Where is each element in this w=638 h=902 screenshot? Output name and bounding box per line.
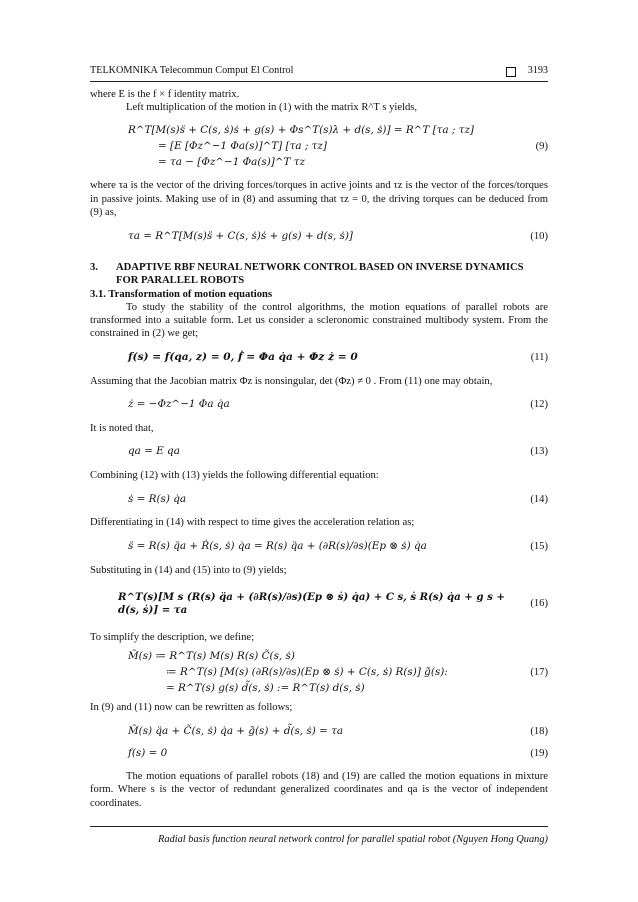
eq19-number: (19) bbox=[530, 747, 548, 759]
eq9-line1: R^T[M(s)s̈ + C(s, ṡ)ṡ + g(s) + Φs^T(s)λ + d(s, ṡ)] = R^T [τa ; τz] bbox=[128, 124, 474, 137]
section-3-number: 3. bbox=[90, 262, 98, 274]
eq10-number: (10) bbox=[530, 230, 548, 242]
equation-18 bbox=[90, 720, 548, 742]
header-right bbox=[506, 65, 548, 78]
running-header bbox=[90, 60, 548, 82]
eq14-body: ṡ = R(s) q̇a bbox=[128, 492, 187, 505]
paragraph-rewritten: In (9) and (11) now can be rewritten as follows; bbox=[90, 701, 293, 713]
paragraph-substituting: Substituting in (14) and (15) into to (9) yields; bbox=[90, 564, 287, 576]
eq15-body: s̈ = R(s) q̈a + Ṙ(s, ṡ) q̇a = R(s) q̈a + (∂R(s)/∂s)(Ep ⊗ ṡ) q̇a bbox=[128, 539, 427, 552]
equation-16 bbox=[90, 587, 548, 621]
equation-12 bbox=[90, 394, 548, 416]
eq17-line2: ≔ R^T(s) [M(s) (∂R(s)/∂s)(Ep ⊗ ṡ) + C(s, ṡ) R(s)] g̃(s): bbox=[166, 665, 448, 678]
section-3-title: ADAPTIVE RBF NEURAL NETWORK CONTROL BASED ON INVERSE DYNAMICS FOR PARALLEL ROBOTS bbox=[116, 262, 524, 287]
eq10-body: τa = R^T[M(s)s̈ + C(s, ṡ)ṡ + g(s) + d(s, ṡ)] bbox=[128, 229, 353, 242]
equation-19 bbox=[90, 742, 548, 764]
paragraph-stability: To study the stability of the control algorithms, the motion equations of parallel robots are transformed into a suitable form. Let us consider a scleronomic constrained multibody system. From the constrained in (2) we get; bbox=[90, 301, 548, 340]
eq17-line1: M̃(s) ≔ R^T(s) M(s) R(s) C̃(s, ṡ) bbox=[128, 649, 295, 662]
equation-10 bbox=[90, 225, 548, 247]
checkbox-square-icon bbox=[506, 67, 516, 77]
journal-name: TELKOMNIKA Telecommun Comput El Control bbox=[90, 65, 294, 77]
subsection-31-title: 3.1. Transformation of motion equations bbox=[90, 288, 273, 300]
equation-15 bbox=[90, 536, 548, 558]
eq16-body: R^T(s)[M s (R(s) q̈a + (∂R(s)/∂s)(Ep ⊗ ṡ) q̇a) + C s, ṡ R(s) q̇a + g s + d(s, ṡ)] = τa bbox=[118, 590, 505, 616]
eq11-body: f(s) = f(qa, z) = 0, ḟ = Φa q̇a + Φz ż = 0 bbox=[128, 350, 358, 363]
paragraph-left-mult: Left multiplication of the motion in (1) with the matrix R^T s yields, bbox=[126, 102, 418, 114]
eq14-number: (14) bbox=[530, 493, 548, 505]
eq13-number: (13) bbox=[530, 446, 548, 458]
eq18-body: M̃(s) q̈a + C̃(s, ṡ) q̇a + g̃(s) + d̃(s, ṡ) = τa bbox=[128, 724, 344, 737]
eq12-number: (12) bbox=[530, 399, 548, 411]
footer-text: Radial basis function neural network control for parallel spatial robot (Nguyen Hong Quang) bbox=[157, 834, 548, 845]
eq9-line3: = τa − [Φz^−1 Φa(s)]^T τz bbox=[158, 156, 306, 169]
eq17-number: (17) bbox=[530, 666, 548, 678]
paragraph-differentiating: Differentiating in (14) with respect to time gives the acceleration relation as; bbox=[90, 517, 415, 529]
running-footer bbox=[90, 826, 548, 846]
paragraph-combining: Combining (12) with (13) yields the following differential equation: bbox=[90, 470, 379, 482]
page-content bbox=[90, 88, 548, 810]
equation-13 bbox=[90, 441, 548, 463]
eq11-number: (11) bbox=[530, 351, 548, 363]
paragraph-torque-vector: where τa is the vector of the driving forces/torques in active joints and τz is the vector of the forces/torques in passive joints. Making use of in (8) and assuming that τz = 0, the driving torques can be deduced from (9) as, bbox=[90, 180, 548, 218]
eq17-line3: = R^T(s) g(s) d̃(s, ṡ) := R^T(s) d(s, ṡ) bbox=[166, 681, 365, 694]
eq16-number: (16) bbox=[530, 598, 548, 610]
equation-14 bbox=[90, 488, 548, 510]
eq13-body: qa = E qa bbox=[128, 445, 180, 458]
eq9-line2: = [E [Φz^−1 Φa(s)]^T] [τa ; τz] bbox=[158, 140, 327, 153]
eq12-body: ż = −Φz^−1 Φa q̇a bbox=[128, 398, 230, 411]
paragraph-noted: It is noted that, bbox=[90, 422, 154, 434]
eq19-body: f(s) = 0 bbox=[128, 746, 168, 759]
equation-9 bbox=[90, 124, 548, 169]
paragraph-identity: where E is the f × f identity matrix. bbox=[90, 89, 240, 100]
paragraph-jacobian: Assuming that the Jacobian matrix Φz is nonsingular, det (Φz) ≠ 0 . From (11) one may obtain, bbox=[90, 375, 493, 387]
eq9-number: (9) bbox=[535, 141, 548, 153]
paragraph-simplify: To simplify the description, we define; bbox=[90, 631, 255, 643]
equation-11 bbox=[90, 347, 548, 369]
page-number: 3193 bbox=[527, 65, 548, 77]
section-3-heading bbox=[90, 261, 548, 287]
equation-17 bbox=[90, 650, 548, 695]
eq15-number: (15) bbox=[530, 540, 548, 552]
paragraph-mixture-form: The motion equations of parallel robots (18) and (19) are called the motion equations in mixture form. Where s is the vector of redundant generalized coordinates and qa is the vector of independent coordinates. bbox=[90, 771, 548, 809]
eq18-number: (18) bbox=[530, 725, 548, 737]
